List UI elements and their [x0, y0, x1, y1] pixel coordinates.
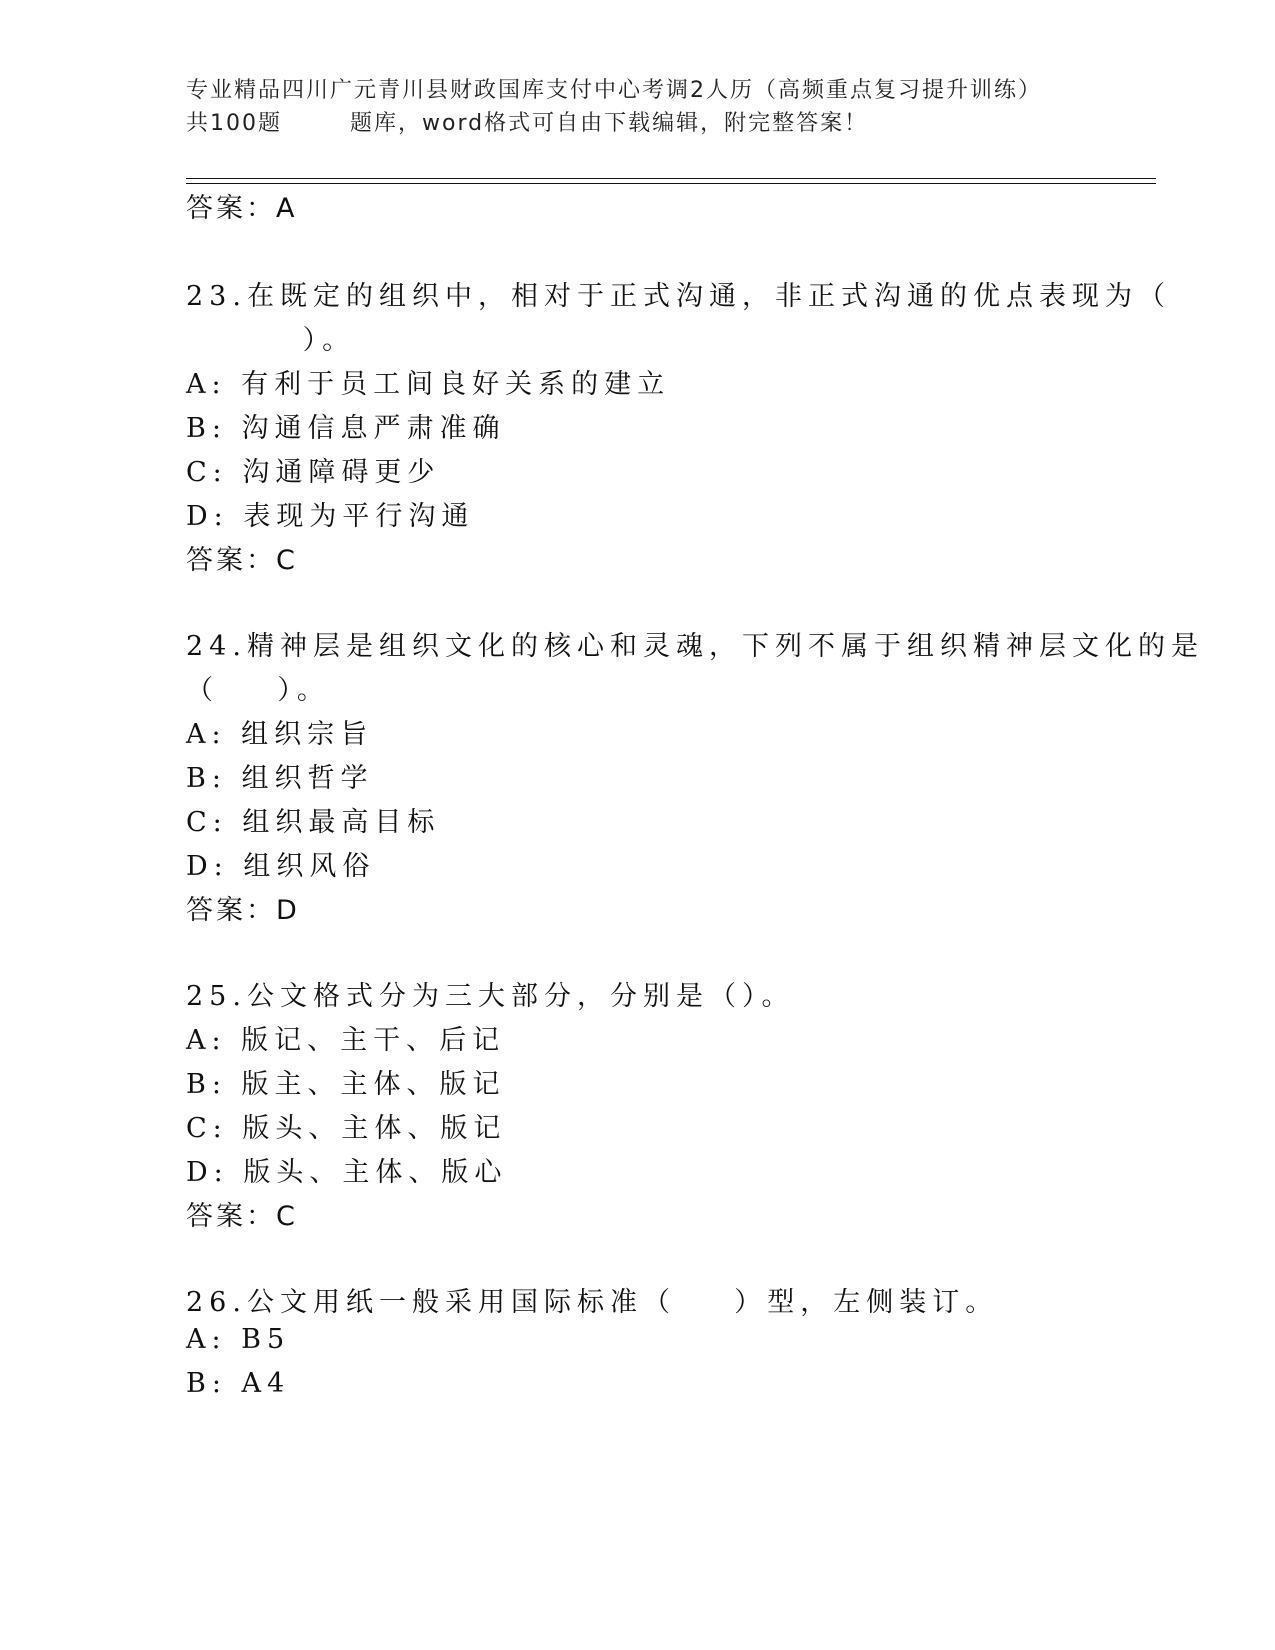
document-header — [186, 74, 1156, 140]
header-question-count: 共100题 — [186, 111, 282, 136]
question-25-option-a: A: 版记、主干、后记 — [186, 1025, 506, 1056]
header-title-line: 专业精品四川广元青川县财政国库支付中心考调2人历（高频重点复习提升训练） — [186, 78, 1042, 103]
question-24-option-c: C: 组织最高目标 — [186, 807, 441, 838]
question-23-option-a: A: 有利于员工间良好关系的建立 — [186, 369, 671, 400]
header-description: 题库，word格式可自由下载编辑，附完整答案！ — [350, 111, 869, 136]
question-24-option-d: D: 组织风俗 — [186, 851, 376, 882]
question-23-option-d: D: 表现为平行沟通 — [186, 501, 475, 532]
header-divider-top — [186, 178, 1156, 179]
header-subtitle-line — [186, 107, 1156, 140]
previous-answer: 答案：A — [186, 193, 298, 224]
question-26-option-b: B: A4 — [186, 1368, 291, 1399]
question-23-answer: 答案：C — [186, 545, 298, 576]
header-divider-bottom — [186, 183, 1156, 184]
question-23-stem-cont: ）。 — [186, 325, 356, 356]
question-25-option-c: C: 版头、主体、版记 — [186, 1113, 507, 1144]
question-24-stem: 24.精神层是组织文化的核心和灵魂，下列不属于组织精神层文化的是 — [186, 631, 1204, 662]
question-25-option-d: D: 版头、主体、版心 — [186, 1157, 508, 1188]
question-25-stem: 25.公文格式分为三大部分，分别是（）。 — [186, 981, 795, 1012]
question-25-answer: 答案：C — [186, 1201, 298, 1232]
question-26-stem: 26.公文用纸一般采用国际标准（ ）型，左侧装订。 — [186, 1287, 999, 1318]
question-24-option-a: A: 组织宗旨 — [186, 719, 374, 750]
question-24-answer: 答案：D — [186, 895, 300, 926]
question-24-option-b: B: 组织哲学 — [186, 763, 374, 794]
question-26-option-a: A: B5 — [186, 1324, 291, 1355]
question-23-option-b: B: 沟通信息严肃准确 — [186, 413, 506, 444]
question-23-option-c: C: 沟通障碍更少 — [186, 457, 441, 488]
question-23-stem: 23.在既定的组织中，相对于正式沟通，非正式沟通的优点表现为（ — [186, 281, 1171, 312]
question-25-option-b: B: 版主、主体、版记 — [186, 1069, 506, 1100]
question-24-stem-cont: （ ）。 — [186, 675, 330, 706]
